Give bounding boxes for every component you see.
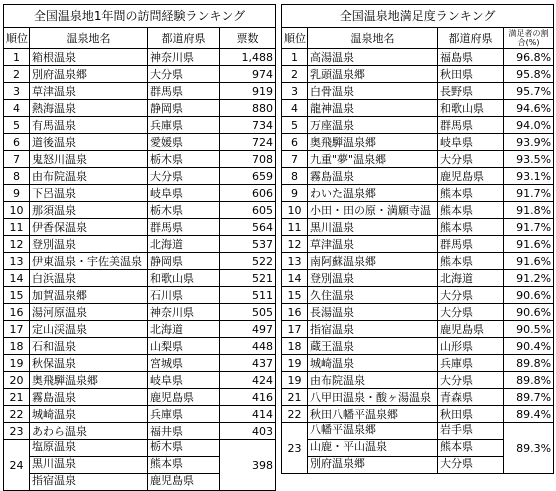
rank-cell: 4 [4, 100, 30, 117]
spa-name-cell: 由布院温泉 [308, 372, 438, 389]
spa-name-cell: 指宿温泉 [30, 473, 147, 490]
spa-name-cell: 定山渓温泉 [30, 321, 148, 338]
table-row [4, 372, 276, 389]
spa-name-cell: 長湯温泉 [308, 304, 438, 321]
table-row [4, 236, 276, 253]
tied-spa-names [308, 423, 438, 474]
rank-cell: 22 [4, 406, 30, 423]
spa-name-cell: 塩原温泉 [32, 440, 76, 453]
table-row [282, 185, 554, 202]
prefecture-cell: 長野県 [438, 83, 504, 100]
spa-name-cell: 黒川温泉 [308, 219, 438, 236]
value-cell: 89.8% [504, 372, 554, 389]
rank-cell: 13 [282, 253, 308, 270]
prefecture-cell: 熊本県 [438, 253, 504, 270]
spa-name-cell: 有馬温泉 [30, 117, 148, 134]
value-cell: 90.5% [504, 321, 554, 338]
rank-cell: 2 [282, 66, 308, 83]
value-cell: 89.4% [504, 406, 554, 423]
table-row [4, 117, 276, 134]
spa-name-cell: 奥飛騨温泉郷 [30, 372, 148, 389]
prefecture-cell: 大分県 [438, 304, 504, 321]
table-row [4, 100, 276, 117]
rank-cell: 12 [282, 236, 308, 253]
rank-cell: 14 [4, 270, 30, 287]
table-row [282, 168, 554, 185]
prefecture-cell: 兵庫県 [148, 117, 220, 134]
spa-name-cell: 由布院温泉 [30, 168, 148, 185]
rank-cell: 16 [4, 304, 30, 321]
spa-name-cell: 八甲田温泉・酸ヶ湯温泉 [308, 389, 438, 406]
value-cell: 91.7% [504, 185, 554, 202]
value-cell: 505 [220, 304, 276, 321]
prefecture-cell: 北海道 [148, 236, 220, 253]
value-cell: 91.6% [504, 253, 554, 270]
spa-name-cell: 九重"夢"温泉郷 [308, 151, 438, 168]
table-row [282, 117, 554, 134]
spa-name-cell: 龍神温泉 [308, 100, 438, 117]
rank-cell: 12 [4, 236, 30, 253]
rank-cell: 4 [282, 100, 308, 117]
tied-rank-row [4, 440, 276, 491]
prefecture-cell: 山梨県 [148, 338, 220, 355]
prefecture-cell: 群馬県 [148, 219, 220, 236]
header-votes: 票数 [220, 28, 276, 49]
rank-cell: 10 [282, 202, 308, 219]
table-row [4, 321, 276, 338]
spa-name-cell: 霧島温泉 [30, 389, 148, 406]
spa-name-cell: 山鹿・平山温泉 [308, 439, 437, 456]
visit-ranking-body [4, 49, 276, 491]
prefecture-cell: 福島県 [438, 49, 504, 66]
prefecture-cell: 鹿児島県 [148, 389, 220, 406]
rank-cell: 3 [4, 83, 30, 100]
table-row [4, 185, 276, 202]
satisfaction-ranking-title: 全国温泉地満足度ランキング [282, 5, 554, 28]
prefecture-cell: 秋田県 [438, 406, 504, 423]
spa-name-cell: 秋田八幡平温泉郷 [308, 406, 438, 423]
table-row [282, 355, 554, 372]
header-satisfaction-rate: 満足者の割合(%) [504, 28, 554, 49]
tied-prefectures [148, 440, 220, 491]
rank-cell: 2 [4, 66, 30, 83]
spa-name-cell: 加賀温泉郷 [30, 287, 148, 304]
prefecture-cell: 群馬県 [438, 117, 504, 134]
prefecture-cell: 熊本県 [148, 456, 219, 473]
rank-cell: 11 [282, 219, 308, 236]
value-cell: 93.5% [504, 151, 554, 168]
prefecture-cell: 石川県 [148, 287, 220, 304]
spa-name-cell: 奥飛騨温泉郷 [308, 134, 438, 151]
prefecture-cell: 岩手県 [440, 423, 473, 436]
value-cell: 94.6% [504, 100, 554, 117]
prefecture-cell: 秋田県 [438, 66, 504, 83]
value-cell: 94.0% [504, 117, 554, 134]
table-row [282, 151, 554, 168]
table-row [282, 202, 554, 219]
table-row [282, 219, 554, 236]
value-cell: 880 [220, 100, 276, 117]
header-prefecture: 都道府県 [148, 28, 220, 49]
spa-name-cell: 別府温泉郷 [308, 456, 437, 473]
prefecture-cell: 大分県 [148, 168, 220, 185]
rank-cell: 3 [282, 83, 308, 100]
tied-rank-row [282, 423, 554, 474]
spa-name-cell: 乳頭温泉郷 [308, 66, 438, 83]
prefecture-cell: 静岡県 [148, 253, 220, 270]
prefecture-cell: 福井県 [148, 423, 220, 440]
prefecture-cell: 大分県 [438, 287, 504, 304]
rank-cell: 24 [4, 440, 30, 491]
rank-cell: 14 [282, 270, 308, 287]
prefecture-cell: 群馬県 [438, 236, 504, 253]
table-row [4, 134, 276, 151]
value-cell: 89.8% [504, 355, 554, 372]
table-row [4, 406, 276, 423]
table-row [282, 100, 554, 117]
prefecture-cell: 栃木県 [148, 151, 220, 168]
rank-cell: 7 [282, 151, 308, 168]
table-row [4, 168, 276, 185]
table-row [282, 66, 554, 83]
prefecture-cell: 岐阜県 [148, 372, 220, 389]
value-cell: 91.7% [504, 219, 554, 236]
spa-name-cell: 高湯温泉 [308, 49, 438, 66]
prefecture-cell: 大分県 [438, 372, 504, 389]
value-cell: 497 [220, 321, 276, 338]
spa-name-cell: 指宿温泉 [308, 321, 438, 338]
table-row [282, 236, 554, 253]
value-cell: 605 [220, 202, 276, 219]
spa-name-cell: 草津温泉 [308, 236, 438, 253]
value-cell: 522 [220, 253, 276, 270]
spa-name-cell: 湯河原温泉 [30, 304, 148, 321]
value-cell: 90.4% [504, 338, 554, 355]
prefecture-cell: 和歌山県 [148, 270, 220, 287]
value-cell: 89.7% [504, 389, 554, 406]
prefecture-cell: 鹿児島県 [438, 321, 504, 338]
rank-cell: 17 [4, 321, 30, 338]
satisfaction-ranking-body [282, 49, 554, 474]
rank-cell: 18 [4, 338, 30, 355]
table-row [282, 253, 554, 270]
spa-name-cell: 八幡平温泉郷 [310, 423, 376, 436]
spa-name-cell: あわら温泉 [30, 423, 148, 440]
prefecture-cell: 栃木県 [148, 202, 220, 219]
value-cell: 91.8% [504, 202, 554, 219]
table-row [4, 270, 276, 287]
value-cell: 93.1% [504, 168, 554, 185]
spa-name-cell: 白骨温泉 [308, 83, 438, 100]
rank-cell: 8 [4, 168, 30, 185]
spa-name-cell: 別府温泉郷 [30, 66, 148, 83]
table-row [4, 253, 276, 270]
value-cell: 91.2% [504, 270, 554, 287]
prefecture-cell: 熊本県 [438, 439, 503, 456]
value-cell: 974 [220, 66, 276, 83]
prefecture-cell: 青森県 [438, 389, 504, 406]
prefecture-cell: 鹿児島県 [438, 168, 504, 185]
rank-cell: 17 [282, 321, 308, 338]
spa-name-cell: 道後温泉 [30, 134, 148, 151]
table-row [282, 49, 554, 66]
table-row [282, 372, 554, 389]
prefecture-cell: 山形県 [438, 338, 504, 355]
table-row [4, 287, 276, 304]
value-cell: 424 [220, 372, 276, 389]
prefecture-cell: 兵庫県 [148, 406, 220, 423]
prefecture-cell: 岐阜県 [148, 185, 220, 202]
prefecture-cell: 熊本県 [438, 202, 504, 219]
spa-name-cell: 箱根温泉 [30, 49, 148, 66]
spa-name-cell: わいた温泉郷 [308, 185, 438, 202]
prefecture-cell: 栃木県 [150, 440, 183, 453]
rank-cell: 18 [282, 338, 308, 355]
prefecture-cell: 熊本県 [438, 185, 504, 202]
spa-name-cell: 小田・田の原・満願寺温 [308, 202, 438, 219]
rank-cell: 19 [282, 372, 308, 389]
table-row [282, 406, 554, 423]
header-rank: 順位 [4, 28, 30, 49]
rank-cell: 11 [4, 219, 30, 236]
table-row [282, 134, 554, 151]
prefecture-cell: 静岡県 [148, 100, 220, 117]
value-cell: 95.7% [504, 83, 554, 100]
table-row [4, 219, 276, 236]
satisfaction-ranking-table [281, 4, 554, 474]
value-cell: 95.8% [504, 66, 554, 83]
value-cell: 93.9% [504, 134, 554, 151]
rank-cell: 10 [4, 202, 30, 219]
visit-ranking-table [3, 4, 276, 491]
header-rank: 順位 [282, 28, 308, 49]
value-cell: 724 [220, 134, 276, 151]
prefecture-cell: 熊本県 [438, 219, 504, 236]
spa-name-cell: 登別温泉 [30, 236, 148, 253]
spa-name-cell: 伊香保温泉 [30, 219, 148, 236]
rank-cell: 5 [4, 117, 30, 134]
spa-name-cell: 城崎温泉 [308, 355, 438, 372]
value-cell: 511 [220, 287, 276, 304]
header-spa-name: 温泉地名 [308, 28, 438, 49]
prefecture-cell: 岐阜県 [438, 134, 504, 151]
table-row [4, 49, 276, 66]
spa-name-cell: 那須温泉 [30, 202, 148, 219]
prefecture-cell: 鹿児島県 [148, 473, 219, 490]
table-row [4, 338, 276, 355]
value-cell: 398 [220, 440, 276, 491]
rank-cell: 19 [282, 355, 308, 372]
value-cell: 90.6% [504, 304, 554, 321]
value-cell: 521 [220, 270, 276, 287]
header-prefecture: 都道府県 [438, 28, 504, 49]
rank-cell: 13 [4, 253, 30, 270]
prefecture-cell: 大分県 [148, 66, 220, 83]
prefecture-cell: 北海道 [438, 270, 504, 287]
value-cell: 708 [220, 151, 276, 168]
table-row [4, 304, 276, 321]
table-row [282, 321, 554, 338]
value-cell: 414 [220, 406, 276, 423]
table-row [4, 423, 276, 440]
value-cell: 564 [220, 219, 276, 236]
spa-name-cell: 黒川温泉 [30, 456, 147, 473]
value-cell: 1,488 [220, 49, 276, 66]
rank-cell: 21 [282, 389, 308, 406]
value-cell: 90.6% [504, 287, 554, 304]
rank-cell: 6 [4, 134, 30, 151]
prefecture-cell: 神奈川県 [148, 49, 220, 66]
rank-cell: 7 [4, 151, 30, 168]
value-cell: 89.3% [504, 423, 554, 474]
tied-spa-names [30, 440, 148, 491]
spa-name-cell: 南阿蘇温泉郷 [308, 253, 438, 270]
value-cell: 91.6% [504, 236, 554, 253]
spa-name-cell: 登別温泉 [308, 270, 438, 287]
rank-cell: 15 [282, 287, 308, 304]
table-row [4, 202, 276, 219]
value-cell: 734 [220, 117, 276, 134]
spa-name-cell: 久住温泉 [308, 287, 438, 304]
rank-cell: 23 [282, 423, 308, 474]
prefecture-cell: 北海道 [148, 321, 220, 338]
table-row [282, 287, 554, 304]
spa-name-cell: 下呂温泉 [30, 185, 148, 202]
rank-cell: 15 [4, 287, 30, 304]
rank-cell: 1 [282, 49, 308, 66]
value-cell: 537 [220, 236, 276, 253]
table-row [282, 304, 554, 321]
spa-name-cell: 蔵王温泉 [308, 338, 438, 355]
table-row [4, 151, 276, 168]
spa-name-cell: 伊東温泉・宇佐美温泉 [30, 253, 148, 270]
table-row [282, 338, 554, 355]
prefecture-cell: 神奈川県 [148, 304, 220, 321]
table-row [4, 389, 276, 406]
value-cell: 448 [220, 338, 276, 355]
value-cell: 606 [220, 185, 276, 202]
table-row [282, 270, 554, 287]
rank-cell: 9 [4, 185, 30, 202]
prefecture-cell: 和歌山県 [438, 100, 504, 117]
value-cell: 437 [220, 355, 276, 372]
rank-cell: 6 [282, 134, 308, 151]
spa-name-cell: 草津温泉 [30, 83, 148, 100]
rank-cell: 9 [282, 185, 308, 202]
rank-cell: 23 [4, 423, 30, 440]
value-cell: 659 [220, 168, 276, 185]
value-cell: 96.8% [504, 49, 554, 66]
table-row [282, 389, 554, 406]
tied-prefectures [438, 423, 504, 474]
table-row [4, 83, 276, 100]
prefecture-cell: 愛媛県 [148, 134, 220, 151]
rank-cell: 22 [282, 406, 308, 423]
value-cell: 416 [220, 389, 276, 406]
visit-ranking-title: 全国温泉地1年間の訪問経験ランキング [4, 5, 276, 28]
rank-cell: 1 [4, 49, 30, 66]
rank-cell: 16 [282, 304, 308, 321]
rank-cell: 21 [4, 389, 30, 406]
rank-cell: 19 [4, 355, 30, 372]
spa-name-cell: 鬼怒川温泉 [30, 151, 148, 168]
table-row [4, 355, 276, 372]
spa-name-cell: 万座温泉 [308, 117, 438, 134]
prefecture-cell: 群馬県 [148, 83, 220, 100]
value-cell: 403 [220, 423, 276, 440]
prefecture-cell: 宮城県 [148, 355, 220, 372]
rank-cell: 20 [4, 372, 30, 389]
spa-name-cell: 城崎温泉 [30, 406, 148, 423]
table-row [282, 83, 554, 100]
rank-cell: 5 [282, 117, 308, 134]
spa-name-cell: 秋保温泉 [30, 355, 148, 372]
rank-cell: 8 [282, 168, 308, 185]
spa-name-cell: 石和温泉 [30, 338, 148, 355]
header-spa-name: 温泉地名 [30, 28, 148, 49]
prefecture-cell: 大分県 [438, 456, 503, 473]
prefecture-cell: 大分県 [438, 151, 504, 168]
spa-name-cell: 霧島温泉 [308, 168, 438, 185]
prefecture-cell: 兵庫県 [438, 355, 504, 372]
spa-name-cell: 熱海温泉 [30, 100, 148, 117]
table-row [4, 66, 276, 83]
value-cell: 919 [220, 83, 276, 100]
spa-name-cell: 白浜温泉 [30, 270, 148, 287]
